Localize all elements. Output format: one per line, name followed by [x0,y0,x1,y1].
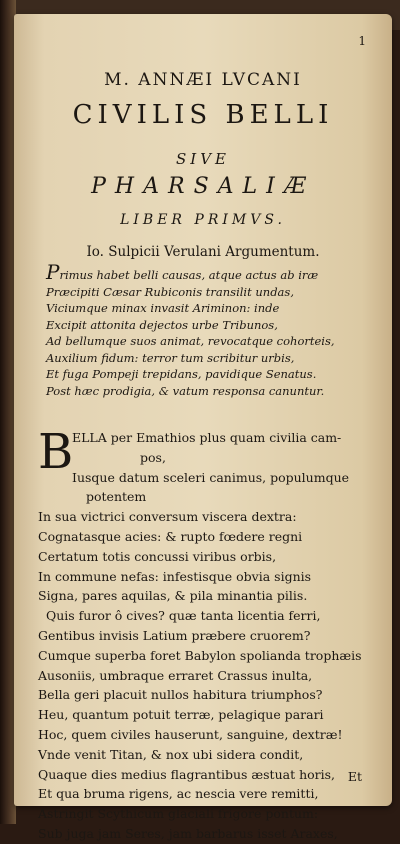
folio-number: 1 [358,34,366,48]
poem-line: Gentibus invisis Latium præbere cruorem? [38,627,311,643]
poem-lines [38,507,388,844]
poem-line: Bella geri placuit nullos habitura triumphos? [38,687,323,703]
poem-line: Astringit Scythicum glaciali frigore pontum: [38,806,319,822]
argument-block [46,260,386,399]
catchword: Et [347,769,362,784]
poem-line: Quaque dies medius flagrantibus æstuat horis, [38,766,336,782]
argument-line: Viciumque minax invasit Ariminon: inde [46,301,280,315]
title-author: M. ANNÆI LVCANI [104,70,302,90]
argument-line: Auxilium fidum: terror tum scribitur urbis, [46,350,295,365]
poem-line: Iusque datum sceleri canimus, populumque [72,469,350,485]
argument-line: Excipit attonita dejectos urbe Tribunos, [46,317,278,332]
poem-text [38,424,388,844]
title-work: CIVILIS BELLI [72,100,334,130]
poem-line: Signa, pares aquilas, & pila minantia pilis. [38,588,308,604]
poem-line: Heu, quantum potuit terræ, pelagique parari [38,707,324,723]
poem-line: In commune nefas: infestisque obvia signis [38,568,312,584]
poem-line: Et qua bruma rigens, ac nescia vere remitti, [38,786,319,802]
argument-line: Et fuga Pompeji trepidans, pavidique Senatus. [46,367,317,381]
poem-line: In sua victrici conversum viscera dextra: [38,509,297,525]
drop-cap: B [38,424,74,480]
argument-line: Primus habet belli causas, atque actus ab iræ [46,260,319,284]
title-sive: SIVE [176,150,230,168]
poem-line: Cumque superba foret Babylon spolianda trophæis [38,647,362,663]
poem-line: Quis furor ô cives? quæ tanta licentia ferri, [46,608,321,624]
poem-line: potentem [86,489,147,505]
poem-line: Hoc, quem civiles hauserunt, sanguine, dextræ! [38,726,343,742]
argument-heading: Io. Sulpicii Verulani Argumentum. [86,244,320,260]
argument-line: Præcipiti Cæsar Rubiconis transilit undas, [46,284,294,299]
argument-line: Post hæc prodigia, & vatum responsa canuntur. [46,383,325,398]
poem-line: Ausoniis, umbraque erraret Crassus inulta, [38,667,313,683]
poem-line: Certatum totis concussi viribus orbis, [38,548,277,564]
poem-line: Vnde venit Titan, & nox ubi sidera condit, [38,746,304,762]
poem-line: Cognatasque acies: & rupto fœdere regni [38,528,303,544]
argument-line: Ad bellumque suos animat, revocatque cohorteis, [46,334,335,348]
poem-line: pos, [140,449,166,465]
poem-line: ELLA per Emathios plus quam civilia cam- [72,430,342,445]
poem-line: Sub juga jam Seres, jam barbarus isset Araxes, [38,825,338,841]
book-number: LIBER PRIMVS. [120,212,286,228]
title-pharsalia: PHARSALIÆ [91,174,315,199]
book-page [14,14,392,841]
